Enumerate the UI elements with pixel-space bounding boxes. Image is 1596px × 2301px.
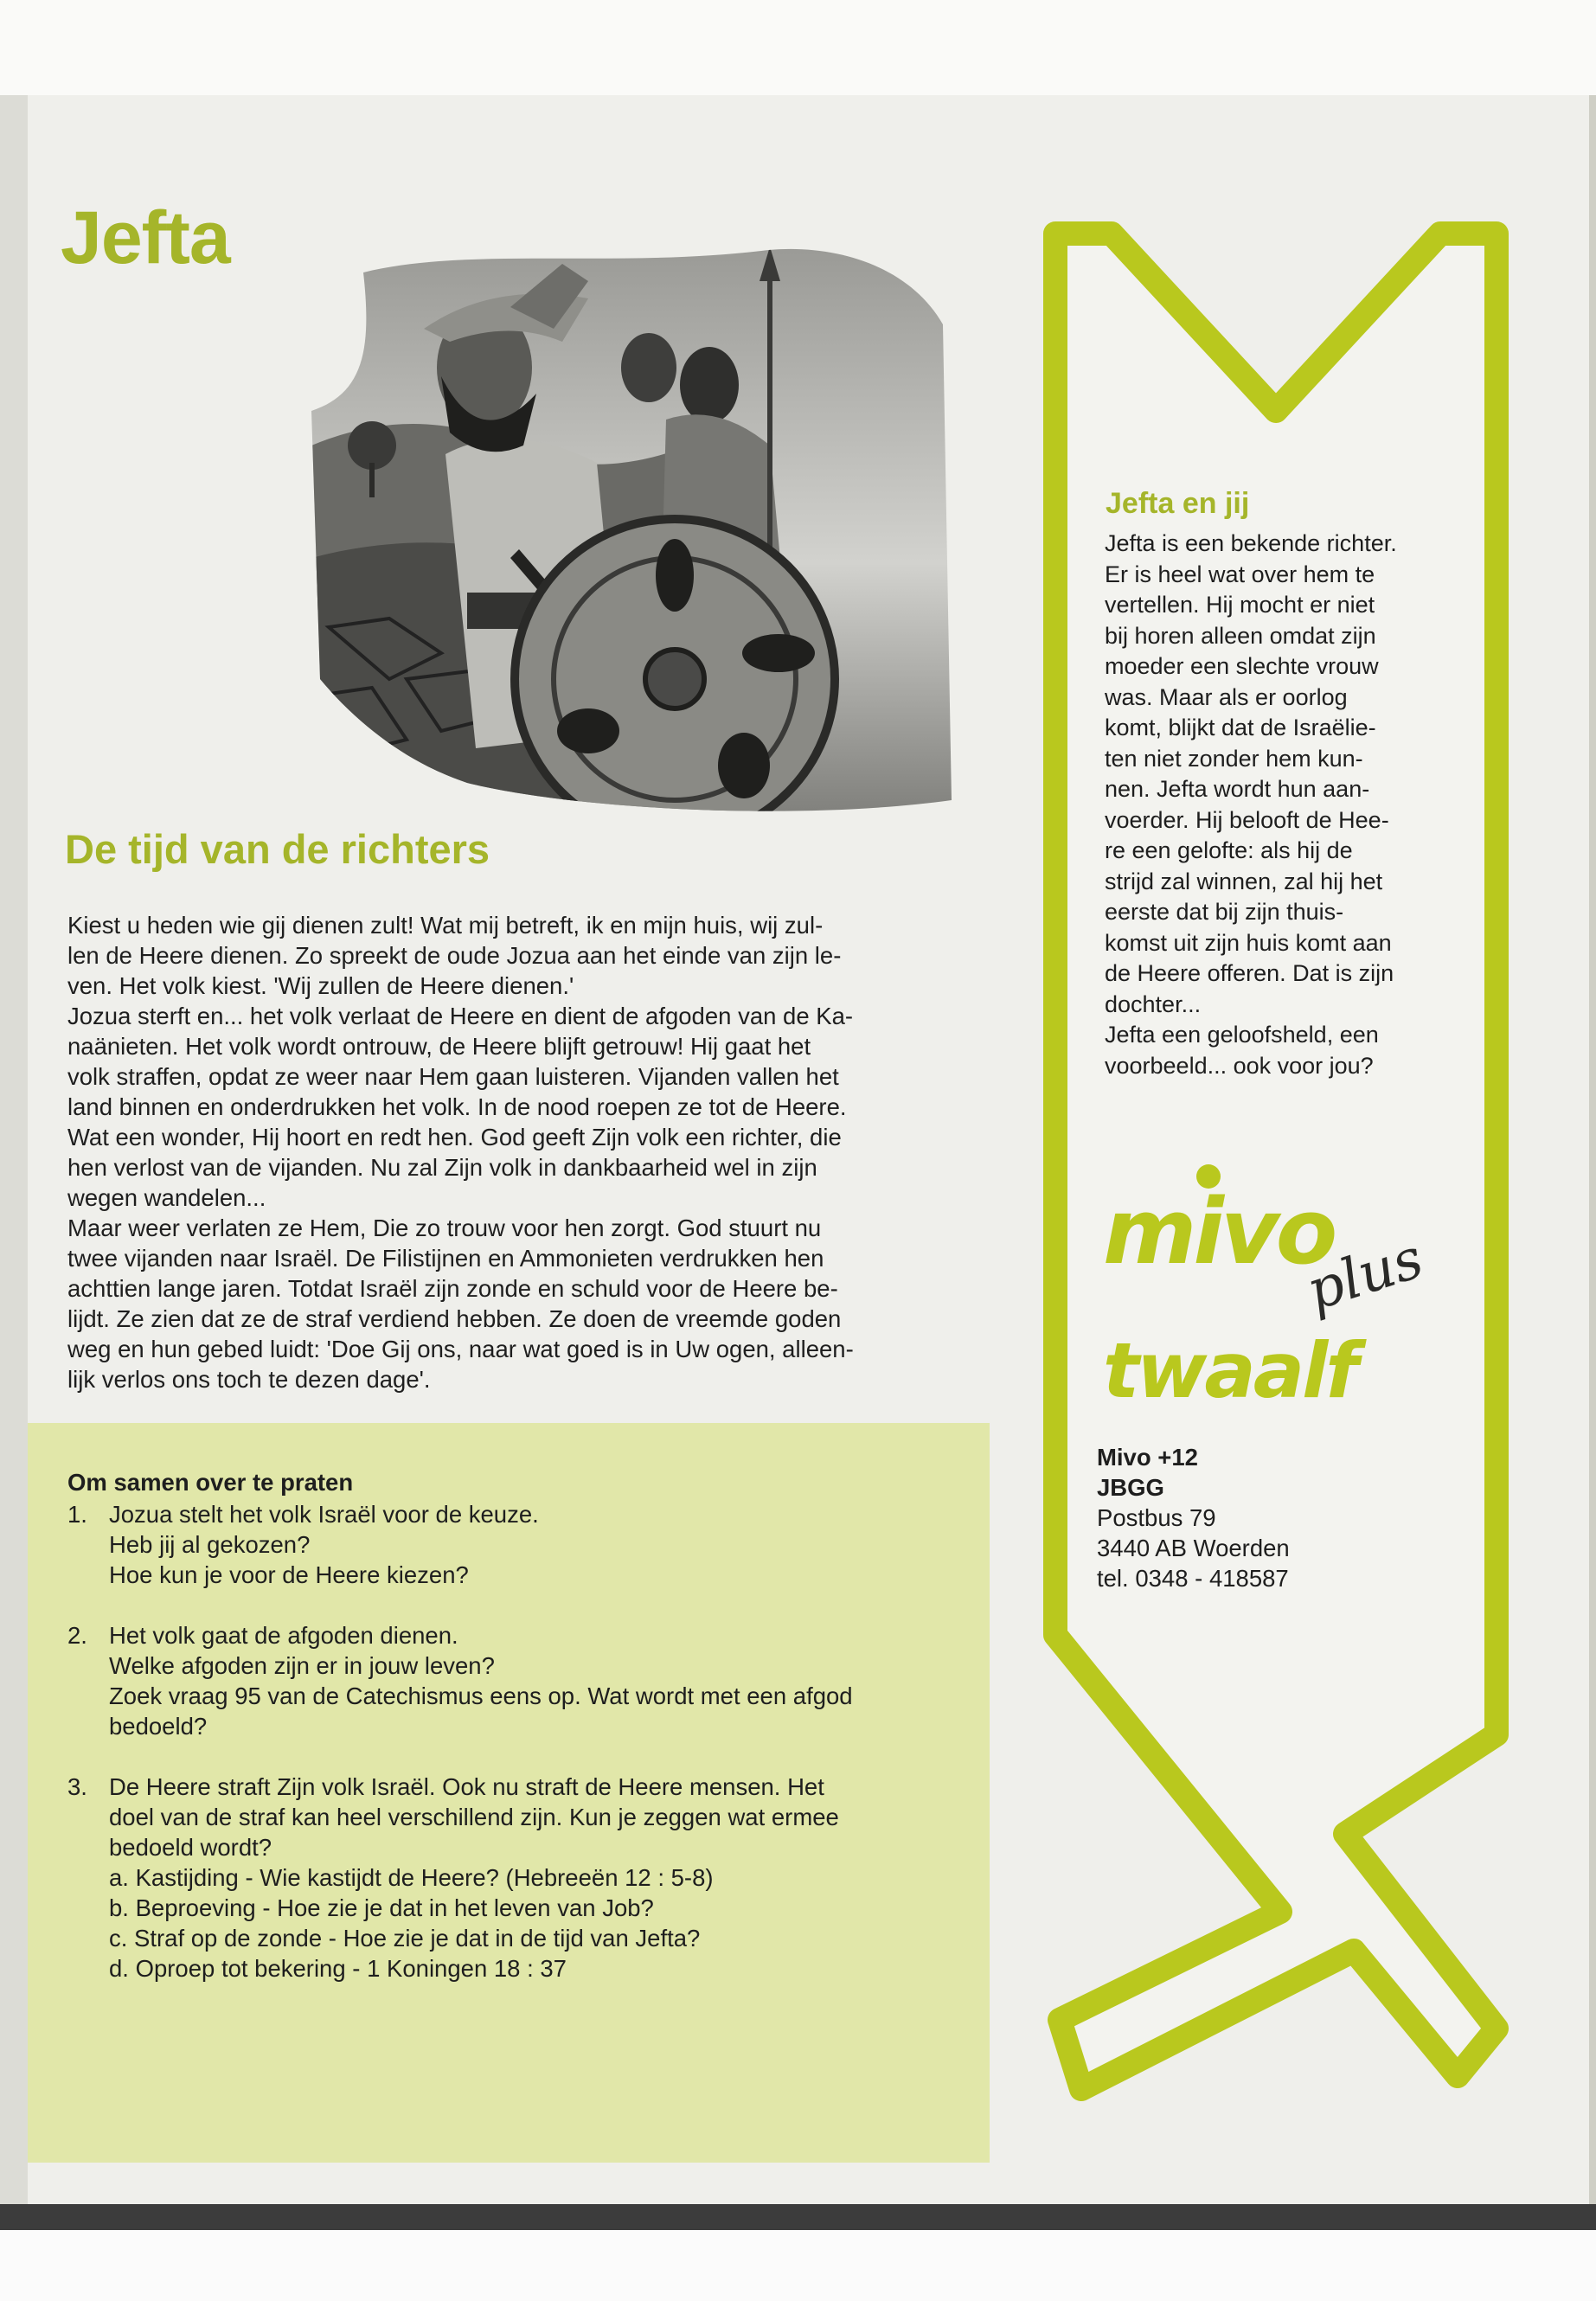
body-line: wegen wandelen...	[67, 1184, 266, 1211]
page-spine	[0, 95, 28, 2206]
body-line: land binnen en onderdrukken het volk. In de nood roepen ze tot de Heere.	[67, 1093, 847, 1120]
question-line: bedoeld?	[109, 1713, 208, 1740]
question-line: d. Oproep tot bekering - 1 Koningen 18 : 37	[109, 1955, 567, 1982]
body-line: naänieten. Het volk wordt ontrouw, de Heere blijft getrouw! Hij gaat het	[67, 1033, 811, 1060]
question-item	[67, 1772, 976, 1984]
discussion-heading: Om samen over te praten	[67, 1469, 354, 1496]
body-line: hen verlost van de vijanden. Nu zal Zijn volk in dankbaarheid wel in zijn	[67, 1154, 817, 1181]
logo-twaalf: twaalf	[1103, 1326, 1356, 1415]
body-line: lijdt. Ze zien dat ze de straf verdiend hebben. Ze doen de vreemde goden	[67, 1305, 842, 1332]
question-number: 3.	[67, 1773, 87, 1800]
address-org: JBGG	[1097, 1474, 1164, 1501]
body-line: Wat een wonder, Hij hoort en redt hen. God geeft Zijn volk een richter, die	[67, 1124, 842, 1150]
question-line: Zoek vraag 95 van de Catechismus eens op. Wat wordt met een afgod	[109, 1682, 853, 1709]
sidebar-text	[1105, 529, 1468, 1081]
question-line: Hoe kun je voor de Heere kiezen?	[109, 1561, 469, 1588]
sidebar-line: nen. Jefta wordt hun aan-	[1105, 776, 1370, 802]
body-line: Maar weer verlaten ze Hem, Die zo trouw voor hen zorgt. God stuurt nu	[67, 1215, 822, 1241]
question-line: a. Kastijding - Wie kastijdt de Heere? (Hebreeën 12 : 5-8)	[109, 1864, 714, 1891]
scan-border-bottom	[0, 2204, 1596, 2230]
sidebar-line: de Heere offeren. Dat is zijn	[1105, 960, 1394, 986]
logo-mivo: mivo	[1103, 1179, 1335, 1285]
sidebar-line: voerder. Hij belooft de Hee-	[1105, 806, 1389, 833]
body-line: ven. Het volk kiest. 'Wij zullen de Heere dienen.'	[67, 972, 574, 999]
mivo-plus-twaalf-logo	[1094, 1159, 1458, 1419]
question-line: b. Beproeving - Hoe zie je dat in het leven van Job?	[109, 1894, 654, 1921]
section-subtitle: De tijd van de richters	[65, 826, 490, 872]
address-name: Mivo +12	[1097, 1444, 1198, 1471]
question-text	[109, 1620, 853, 1741]
question-line: Welke afgoden zijn er in jouw leven?	[109, 1652, 495, 1679]
page-title: Jefta	[61, 196, 230, 279]
body-line: Kiest u heden wie gij dienen zult! Wat mij betreft, ik en mijn huis, wij zul-	[67, 912, 824, 939]
sidebar-line: Jefta is een bekende richter.	[1105, 530, 1397, 556]
sidebar-line: moeder een slechte vrouw	[1105, 653, 1379, 679]
sidebar-line: eerste dat bij zijn thuis-	[1105, 899, 1344, 925]
question-line: doel van de straf kan heel verschillend zijn. Kun je zeggen wat ermee	[109, 1804, 839, 1830]
question-number: 2.	[67, 1622, 87, 1649]
address-city: 3440 AB Woerden	[1097, 1535, 1290, 1561]
question-number: 1.	[67, 1501, 87, 1528]
contact-address	[1097, 1442, 1290, 1593]
question-line: Het volk gaat de afgoden dienen.	[109, 1622, 458, 1649]
sidebar-line: komt, blijkt dat de Israëlie-	[1105, 715, 1376, 740]
address-phone: tel. 0348 - 418587	[1097, 1565, 1289, 1592]
body-line: achttien lange jaren. Totdat Israël zijn zonde en schuld voor de Heere be-	[67, 1275, 838, 1302]
sidebar-line: vertellen. Hij mocht er niet	[1105, 592, 1375, 618]
sidebar-line: re een gelofte: als hij de	[1105, 837, 1353, 863]
question-text	[109, 1499, 539, 1590]
sidebar-line: voorbeeld... ook voor jou?	[1105, 1052, 1374, 1079]
sidebar-line: Jefta een geloofsheld, een	[1105, 1022, 1379, 1048]
body-line: twee vijanden naar Israël. De Filistijnen en Ammonieten verdrukken hen	[67, 1245, 824, 1272]
question-item	[67, 1620, 976, 1741]
question-line: Jozua stelt het volk Israël voor de keuze.	[109, 1501, 539, 1528]
question-text	[109, 1772, 839, 1984]
body-line: lijk verlos ons toch te dezen dage'.	[67, 1366, 431, 1393]
body-line: weg en hun gebed luidt: 'Doe Gij ons, naar wat goed is in Uw ogen, alleen-	[67, 1336, 854, 1362]
sidebar-line: dochter...	[1105, 990, 1202, 1017]
question-item	[67, 1499, 976, 1590]
question-line: bedoeld wordt?	[109, 1834, 272, 1861]
sidebar-line: bij horen alleen omdat zijn	[1105, 622, 1376, 649]
jefta-illustration	[311, 247, 952, 822]
question-line: De Heere straft Zijn volk Israël. Ook nu straft de Heere mensen. Het	[109, 1773, 824, 1800]
article-body	[67, 910, 989, 1394]
sidebar-line: komst uit zijn huis komt aan	[1105, 929, 1392, 956]
sidebar-line: Er is heel wat over hem te	[1105, 561, 1375, 587]
question-line: Heb jij al gekozen?	[109, 1531, 311, 1558]
scan-background-top	[0, 0, 1596, 95]
sidebar-line: ten niet zonder hem kun-	[1105, 745, 1363, 772]
logo-plus: plus	[1299, 1226, 1431, 1324]
page-edge	[1589, 95, 1596, 2206]
sidebar-line: strijd zal winnen, zal hij het	[1105, 868, 1383, 894]
sidebar-line: was. Maar als er oorlog	[1105, 683, 1348, 710]
sidebar-heading: Jefta en jij	[1106, 487, 1250, 520]
body-line: volk straffen, opdat ze weer naar Hem gaan luisteren. Vijanden vallen het	[67, 1063, 839, 1090]
discussion-questions	[67, 1499, 976, 2014]
question-line: c. Straf op de zonde - Hoe zie je dat in de tijd van Jefta?	[109, 1925, 701, 1952]
scan-background-bottom	[0, 2230, 1596, 2301]
address-postbus: Postbus 79	[1097, 1504, 1216, 1531]
body-line: Jozua sterft en... het volk verlaat de Heere en dient de afgoden van de Ka-	[67, 1003, 854, 1029]
body-line: len de Heere dienen. Zo spreekt de oude Jozua aan het einde van zijn le-	[67, 942, 842, 969]
